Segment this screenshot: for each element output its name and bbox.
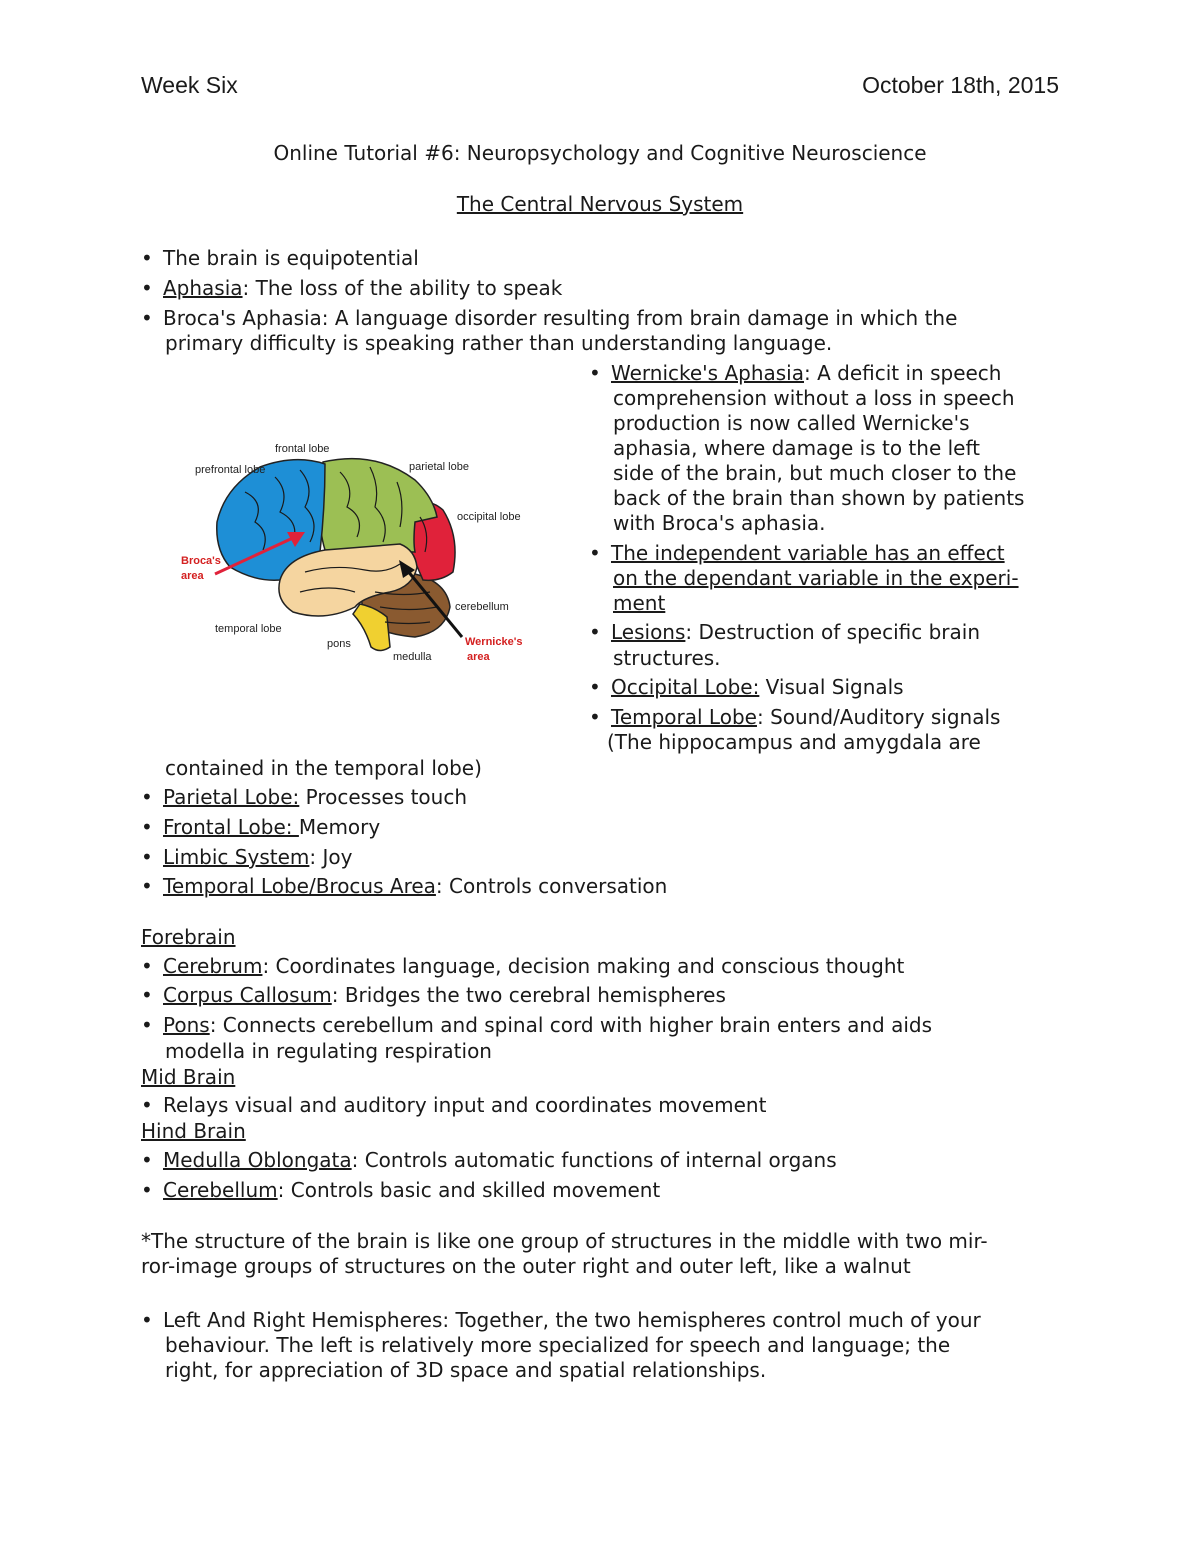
list-item-continuation: comprehension without a loss in speech [613, 386, 1015, 410]
list-item: • Left And Right Hemispheres: Together, the two hemispheres control much of your [141, 1308, 981, 1332]
list-item-continuation: right, for appreciation of 3D space and spatial relationships. [165, 1358, 767, 1382]
label-wernicke-area-1: Wernicke's [465, 636, 523, 648]
label-wernicke-area-2: area [467, 651, 490, 663]
list-item-continuation: aphasia, where damage is to the left [613, 436, 981, 460]
label-prefrontal-lobe: prefrontal lobe [195, 464, 266, 476]
list-item-continuation: primary difficulty is speaking rather than understanding language. [165, 331, 833, 355]
list-item: • Temporal Lobe: Sound/Auditory signals [589, 705, 1001, 729]
document-title: Online Tutorial #6: Neuropsychology and Cognitive Neuroscience [273, 141, 927, 165]
list-item: • Aphasia: The loss of the ability to speak [141, 276, 563, 300]
label-broca-area-1: Broca's [181, 555, 221, 567]
list-item: • Pons: Connects cerebellum and spinal cord with higher brain enters and aids [141, 1013, 933, 1037]
list-item-continuation: production is now called Wernicke's [613, 411, 970, 435]
list-item-continuation: contained in the temporal lobe) [165, 756, 482, 780]
list-item-continuation: ment [613, 591, 666, 615]
list-item-continuation: structures. [613, 646, 721, 670]
list-item-continuation: with Broca's aphasia. [613, 511, 826, 535]
label-medulla: medulla [393, 651, 432, 663]
note-line: ror-image groups of structures on the outer right and outer left, like a walnut [141, 1254, 911, 1278]
header-week: Week Six [141, 72, 238, 98]
list-item-continuation: behaviour. The left is relatively more specialized for speech and language; the [165, 1333, 951, 1357]
label-temporal-lobe: temporal lobe [215, 623, 282, 635]
list-item: • Parietal Lobe: Processes touch [141, 785, 468, 809]
list-item: • Limbic System: Joy [141, 845, 353, 869]
label-parietal-lobe: parietal lobe [409, 461, 469, 473]
label-broca-area-2: area [181, 570, 204, 582]
list-item-continuation: back of the brain than shown by patients [613, 486, 1025, 510]
list-item: • Medulla Oblongata: Controls automatic functions of internal organs [141, 1148, 837, 1172]
header-date: October 18th, 2015 [862, 72, 1059, 98]
note-line: *The structure of the brain is like one group of structures in the middle with two mir- [141, 1229, 988, 1253]
list-item: • Corpus Callosum: Bridges the two cerebral hemispheres [141, 983, 726, 1007]
list-item: • Temporal Lobe/Brocus Area: Controls conversation [141, 874, 668, 898]
section-title: The Central Nervous System [456, 192, 744, 216]
list-item: • Frontal Lobe: Memory [141, 815, 381, 839]
list-item: • The independent variable has an effect [589, 541, 1005, 565]
label-occipital-lobe: occipital lobe [457, 511, 521, 523]
list-item: • Lesions: Destruction of specific brain [589, 620, 980, 644]
brain-diagram [175, 432, 540, 672]
hindbrain-heading: Hind Brain [141, 1119, 246, 1143]
list-item: • Relays visual and auditory input and coordinates movement [141, 1093, 767, 1117]
label-cerebellum: cerebellum [455, 601, 509, 613]
list-item: • Cerebrum: Coordinates language, decision making and conscious thought [141, 954, 905, 978]
list-item-continuation: side of the brain, but much closer to the [613, 461, 1017, 485]
list-item: • Broca's Aphasia: A language disorder resulting from brain damage in which the [141, 306, 958, 330]
list-item: • The brain is equipotential [141, 246, 419, 270]
forebrain-heading: Forebrain [141, 925, 236, 949]
midbrain-heading: Mid Brain [141, 1065, 236, 1089]
list-item: • Occipital Lobe: Visual Signals [589, 675, 904, 699]
list-item-continuation: on the dependant variable in the experi- [613, 566, 1019, 590]
list-item-continuation: (The hippocampus and amygdala are [607, 730, 981, 754]
list-item: • Wernicke's Aphasia: A deficit in speech [589, 361, 1002, 385]
label-frontal-lobe: frontal lobe [275, 443, 330, 455]
label-pons: pons [327, 638, 351, 650]
list-item-continuation: modella in regulating respiration [165, 1039, 492, 1063]
list-item: • Cerebellum: Controls basic and skilled movement [141, 1178, 661, 1202]
